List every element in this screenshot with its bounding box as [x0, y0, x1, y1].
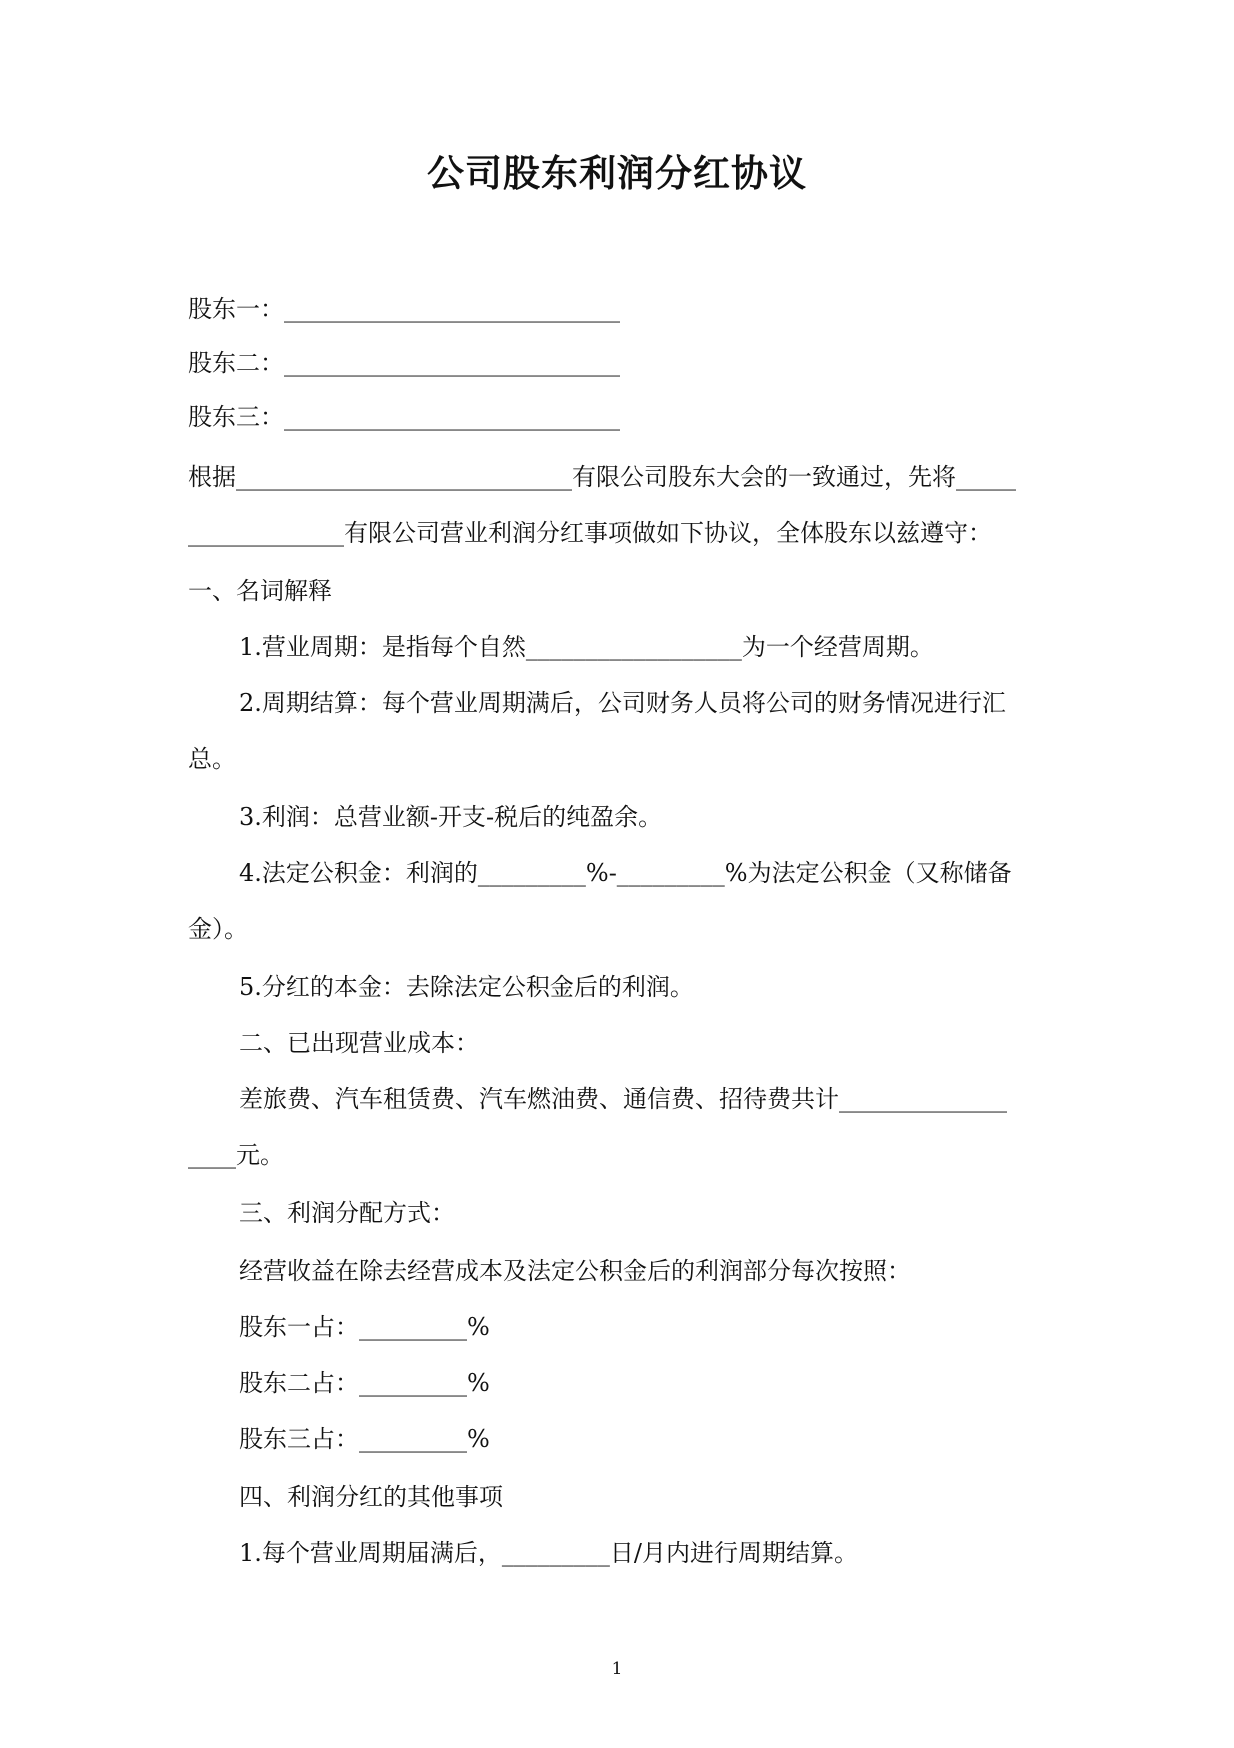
clause-1-4-line-1: 4.法定公积金：利润的_________%-_________%为法定公积金（又称储备 [239, 859, 1012, 887]
shareholder-3-share: 股东三占：_________% [239, 1425, 490, 1453]
clause-1-2-line-1: 2.周期结算：每个营业周期满后，公司财务人员将公司的财务情况进行汇 [239, 689, 1006, 717]
intro-paragraph-line-1: 根据____________________________有限公司股东大会的一致通过，先将_____ [188, 463, 1016, 491]
shareholder-2-line: 股东二：____________________________ [188, 349, 620, 377]
clause-1-3: 3.利润：总营业额-开支-税后的纯盈余。 [239, 803, 663, 831]
section-3-heading: 三、利润分配方式： [239, 1199, 455, 1227]
clause-1-1: 1.营业周期：是指每个自然__________________为一个经营周期。 [239, 633, 934, 661]
page-number: 1 [611, 1659, 623, 1679]
section-1-heading: 一、名词解释 [188, 577, 332, 605]
costs-line-2: ____元。 [188, 1141, 284, 1169]
section-2-heading: 二、已出现营业成本： [239, 1029, 479, 1057]
intro-paragraph-line-2: _____________有限公司营业利润分红事项做如下协议，全体股东以兹遵守： [188, 519, 992, 547]
clause-1-2-line-2: 总。 [188, 745, 236, 773]
costs-line-1: 差旅费、汽车租赁费、汽车燃油费、通信费、招待费共计______________ [239, 1085, 1007, 1113]
clause-4-1: 1.每个营业周期届满后，_________日/月内进行周期结算。 [239, 1539, 858, 1567]
shareholder-3-line: 股东三：____________________________ [188, 403, 620, 431]
shareholder-1-share: 股东一占：_________% [239, 1313, 490, 1341]
clause-1-4-line-2: 金）。 [188, 915, 248, 943]
clause-1-5: 5.分红的本金：去除法定公积金后的利润。 [239, 973, 694, 1001]
shareholder-1-line: 股东一：____________________________ [188, 295, 620, 323]
section-4-heading: 四、利润分红的其他事项 [239, 1483, 503, 1511]
document-title: 公司股东利润分红协议 [427, 151, 807, 195]
distribution-intro: 经营收益在除去经营成本及法定公积金后的利润部分每次按照： [239, 1257, 911, 1285]
shareholder-2-share: 股东二占：_________% [239, 1369, 490, 1397]
